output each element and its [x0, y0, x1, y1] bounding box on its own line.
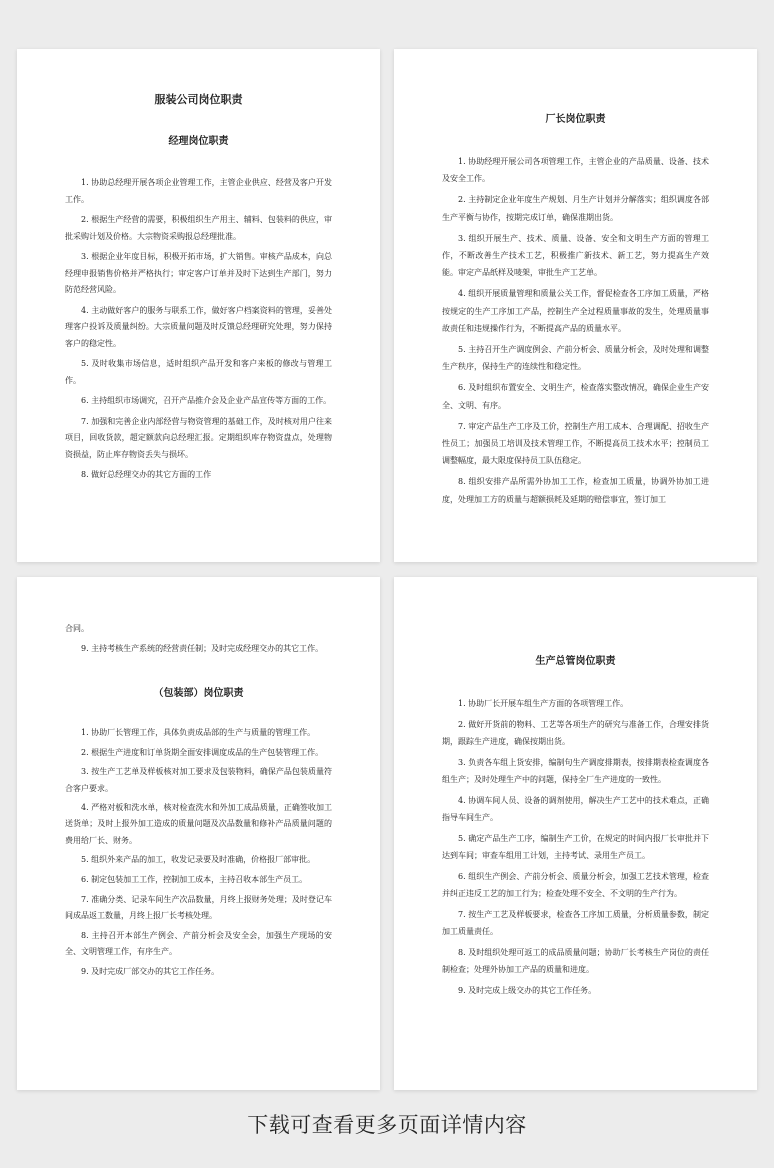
document-title: 服装公司岗位职责 — [154, 93, 243, 106]
paragraph: 2. 根据生产经营的需要，积极组织生产用主、辅料、包装料的供应，审批采购计划及价格。大宗物资采购报总经理批准。 — [65, 215, 332, 241]
paragraph: 8. 组织安排产品所需外协加工工作，检查加工质量，协调外协加工进度，处理加工方的质量与超额损耗及延期的赔偿事宜，签订加工 — [442, 477, 709, 504]
paragraph: 5. 及时收集市场信息，适时组织产品开发和客户来板的修改与管理工作。 — [65, 359, 332, 385]
paragraph: 6. 及时组织布置安全、文明生产，检查落实整改情况，确保企业生产安全、文明、有序。 — [442, 383, 709, 410]
paragraph: 2. 根据生产进度和订单货期全面安排调度成品的生产包装管理工作。 — [81, 747, 324, 757]
paragraph: 5. 组织外来产品的加工，收发记录要及时准确，价格报厂部审批。 — [81, 855, 316, 865]
section-title-factory-director: 厂长岗位职责 — [545, 114, 606, 125]
paragraph: 3. 负责各车组上货安排，编制句生产调度排期表，按排期表检查调度各组生产；及时处理生产中的问题，保持全厂生产进度的一致性。 — [442, 758, 709, 784]
paragraph: 3. 按生产工艺单及样板核对加工要求及包装物料，确保产品包装质量符合客户要求。 — [65, 767, 332, 793]
section-title-manager: 经理岗位职责 — [168, 136, 229, 147]
paragraph: 8. 主持召开本部生产例会、产前分析会及安全会，加强生产现场的安全、文明管理工作，有序生产。 — [65, 930, 332, 956]
paragraph: 7. 准确分类、记录车间生产次品数量，月终上报财务处理；及时登记车间成品返工数量，月终上报厂长考核处理。 — [65, 894, 332, 920]
paragraph: 1. 协助总经理开展各项企业管理工作，主管企业供应、经营及客户开发工作。 — [65, 178, 332, 204]
section-title-packaging: （包装部）岗位职责 — [153, 687, 244, 699]
paragraph: 1. 协助厂长管理工作，具体负责成品部的生产与质量的管理工作。 — [81, 727, 316, 737]
paragraph-continued: 合同。 — [65, 624, 89, 633]
paragraph: 4. 严格对板和洗水单，核对检查洗水和外加工成品质量，正确签收加工送货单；及时上报外加工造成的质量问题及次品数量和修补产品质量问题的费用给厂长、财务。 — [65, 803, 332, 845]
document-page-1 — [17, 49, 380, 562]
paragraph: 6. 制定包装加工工作，控制加工成本，主持召收本部生产员工。 — [81, 875, 308, 885]
paragraph: 2. 主持制定企业年度生产规划、月生产计划并分解落实；组织调度各部生产平衡与协作，按期完成订单，确保准期出货。 — [442, 195, 709, 222]
paragraph: 9. 主持考核生产系统的经营责任制；及时完成经理交办的其它工作。 — [81, 643, 324, 653]
document-page-3 — [17, 577, 380, 1090]
paragraph: 2. 做好开货前的物料、工艺等各项生产的研究与准备工作，合理安排货期，跟踪生产进度，确保按期出货。 — [442, 720, 709, 746]
paragraph: 6. 主持组织市场调究，召开产品推介会及企业产品宣传等方面的工作。 — [81, 396, 332, 405]
paragraph: 5. 主持召开生产调度例会、产前分析会、质量分析会，及时处理和调整生产秩序，保持生产的连续性和稳定性。 — [442, 345, 709, 372]
paragraph: 8. 做好总经理交办的其它方面的工作 — [81, 470, 212, 479]
paragraph: 1. 协助厂长开展车组生产方面的各项管理工作。 — [458, 699, 629, 708]
paragraph: 8. 及时组织处理可返工的成品质量问题；协助厂长考核生产岗位的责任制检查；处理外协加工产品的质量和进度。 — [442, 948, 709, 974]
paragraph: 4. 主动做好客户的服务与联系工作，做好客户档案资料的管理，妥善处理客户投诉及质量纠纷。大宗质量问题及时反馈总经理研究处理，努力保持客户的稳定性。 — [65, 305, 332, 348]
paragraph: 4. 组织开展质量管理和质量公关工作，督促检查各工序加工质量，严格按规定的生产工序加工产品，控制生产全过程质量事故的发生，处理质量事故责任和违规操作行为，不断提高产品的质量水平。 — [442, 289, 709, 333]
paragraph: 1. 协助经理开展公司各项管理工作，主管企业的产品质量、设备、技术及安全工作。 — [442, 157, 709, 184]
paragraph: 9. 及时完成厂部交办的其它工作任务。 — [81, 966, 220, 976]
paragraph: 9. 及时完成上级交办的其它工作任务。 — [458, 986, 597, 995]
paragraph: 4. 协调车间人员、设备的调剂使用，解决生产工艺中的技术难点，正确指导车间生产。 — [442, 796, 709, 822]
document-page-2 — [394, 49, 757, 562]
paragraph: 7. 审定产品生产工序及工价，控制生产用工成本、合理调配、招收生产性员工；加强员工培训及技术管理工作，不断提高员工技术水平；控制员工调整幅度，最大限度保持员工队伍稳定。 — [442, 421, 709, 466]
paragraph: 3. 组织开展生产、技术、质量、设备、安全和文明生产方面的管理工作，不断改善生产技术工艺，积极推广新技术、新工艺，努力提高生产效能。审定产品纸样及唛架，审批生产工艺单。 — [442, 233, 709, 278]
paragraph: 3. 根据企业年度目标，积极开拓市场，扩大销售。审核产品成本，向总经理申报销售价格并严格执行；审定客户订单并及时下达到生产部门，努力防范经营风险。 — [65, 252, 332, 294]
paragraph: 6. 组织生产例会、产前分析会、质量分析会，加强工艺技术管理，检查并纠正违反工艺的加工行为；检查处理不安全、不文明的生产行为。 — [442, 872, 709, 898]
paragraph: 7. 按生产工艺及样板要求，检查各工序加工质量，分析质量参数，制定加工质量责任。 — [442, 910, 709, 936]
section-title-production-supervisor: 生产总管岗位职责 — [535, 656, 616, 667]
paragraph: 5. 确定产品生产工序，编制生产工价，在规定的时间内报厂长审批并下达到车间；审查车组用工计划，主持考试、录用生产员工。 — [442, 834, 709, 860]
document-page-4 — [394, 577, 757, 1090]
download-more-caption[interactable]: 下载可查看更多页面详情内容 — [247, 1113, 527, 1137]
paragraph: 7. 加强和完善企业内部经营与物资管理的基础工作，及时核对用户往来项目，回收货款，超定额款向总经理汇报。定期组织库存物资盘点，处理物资损益，防止库存物资丢失与损坏。 — [65, 416, 332, 459]
